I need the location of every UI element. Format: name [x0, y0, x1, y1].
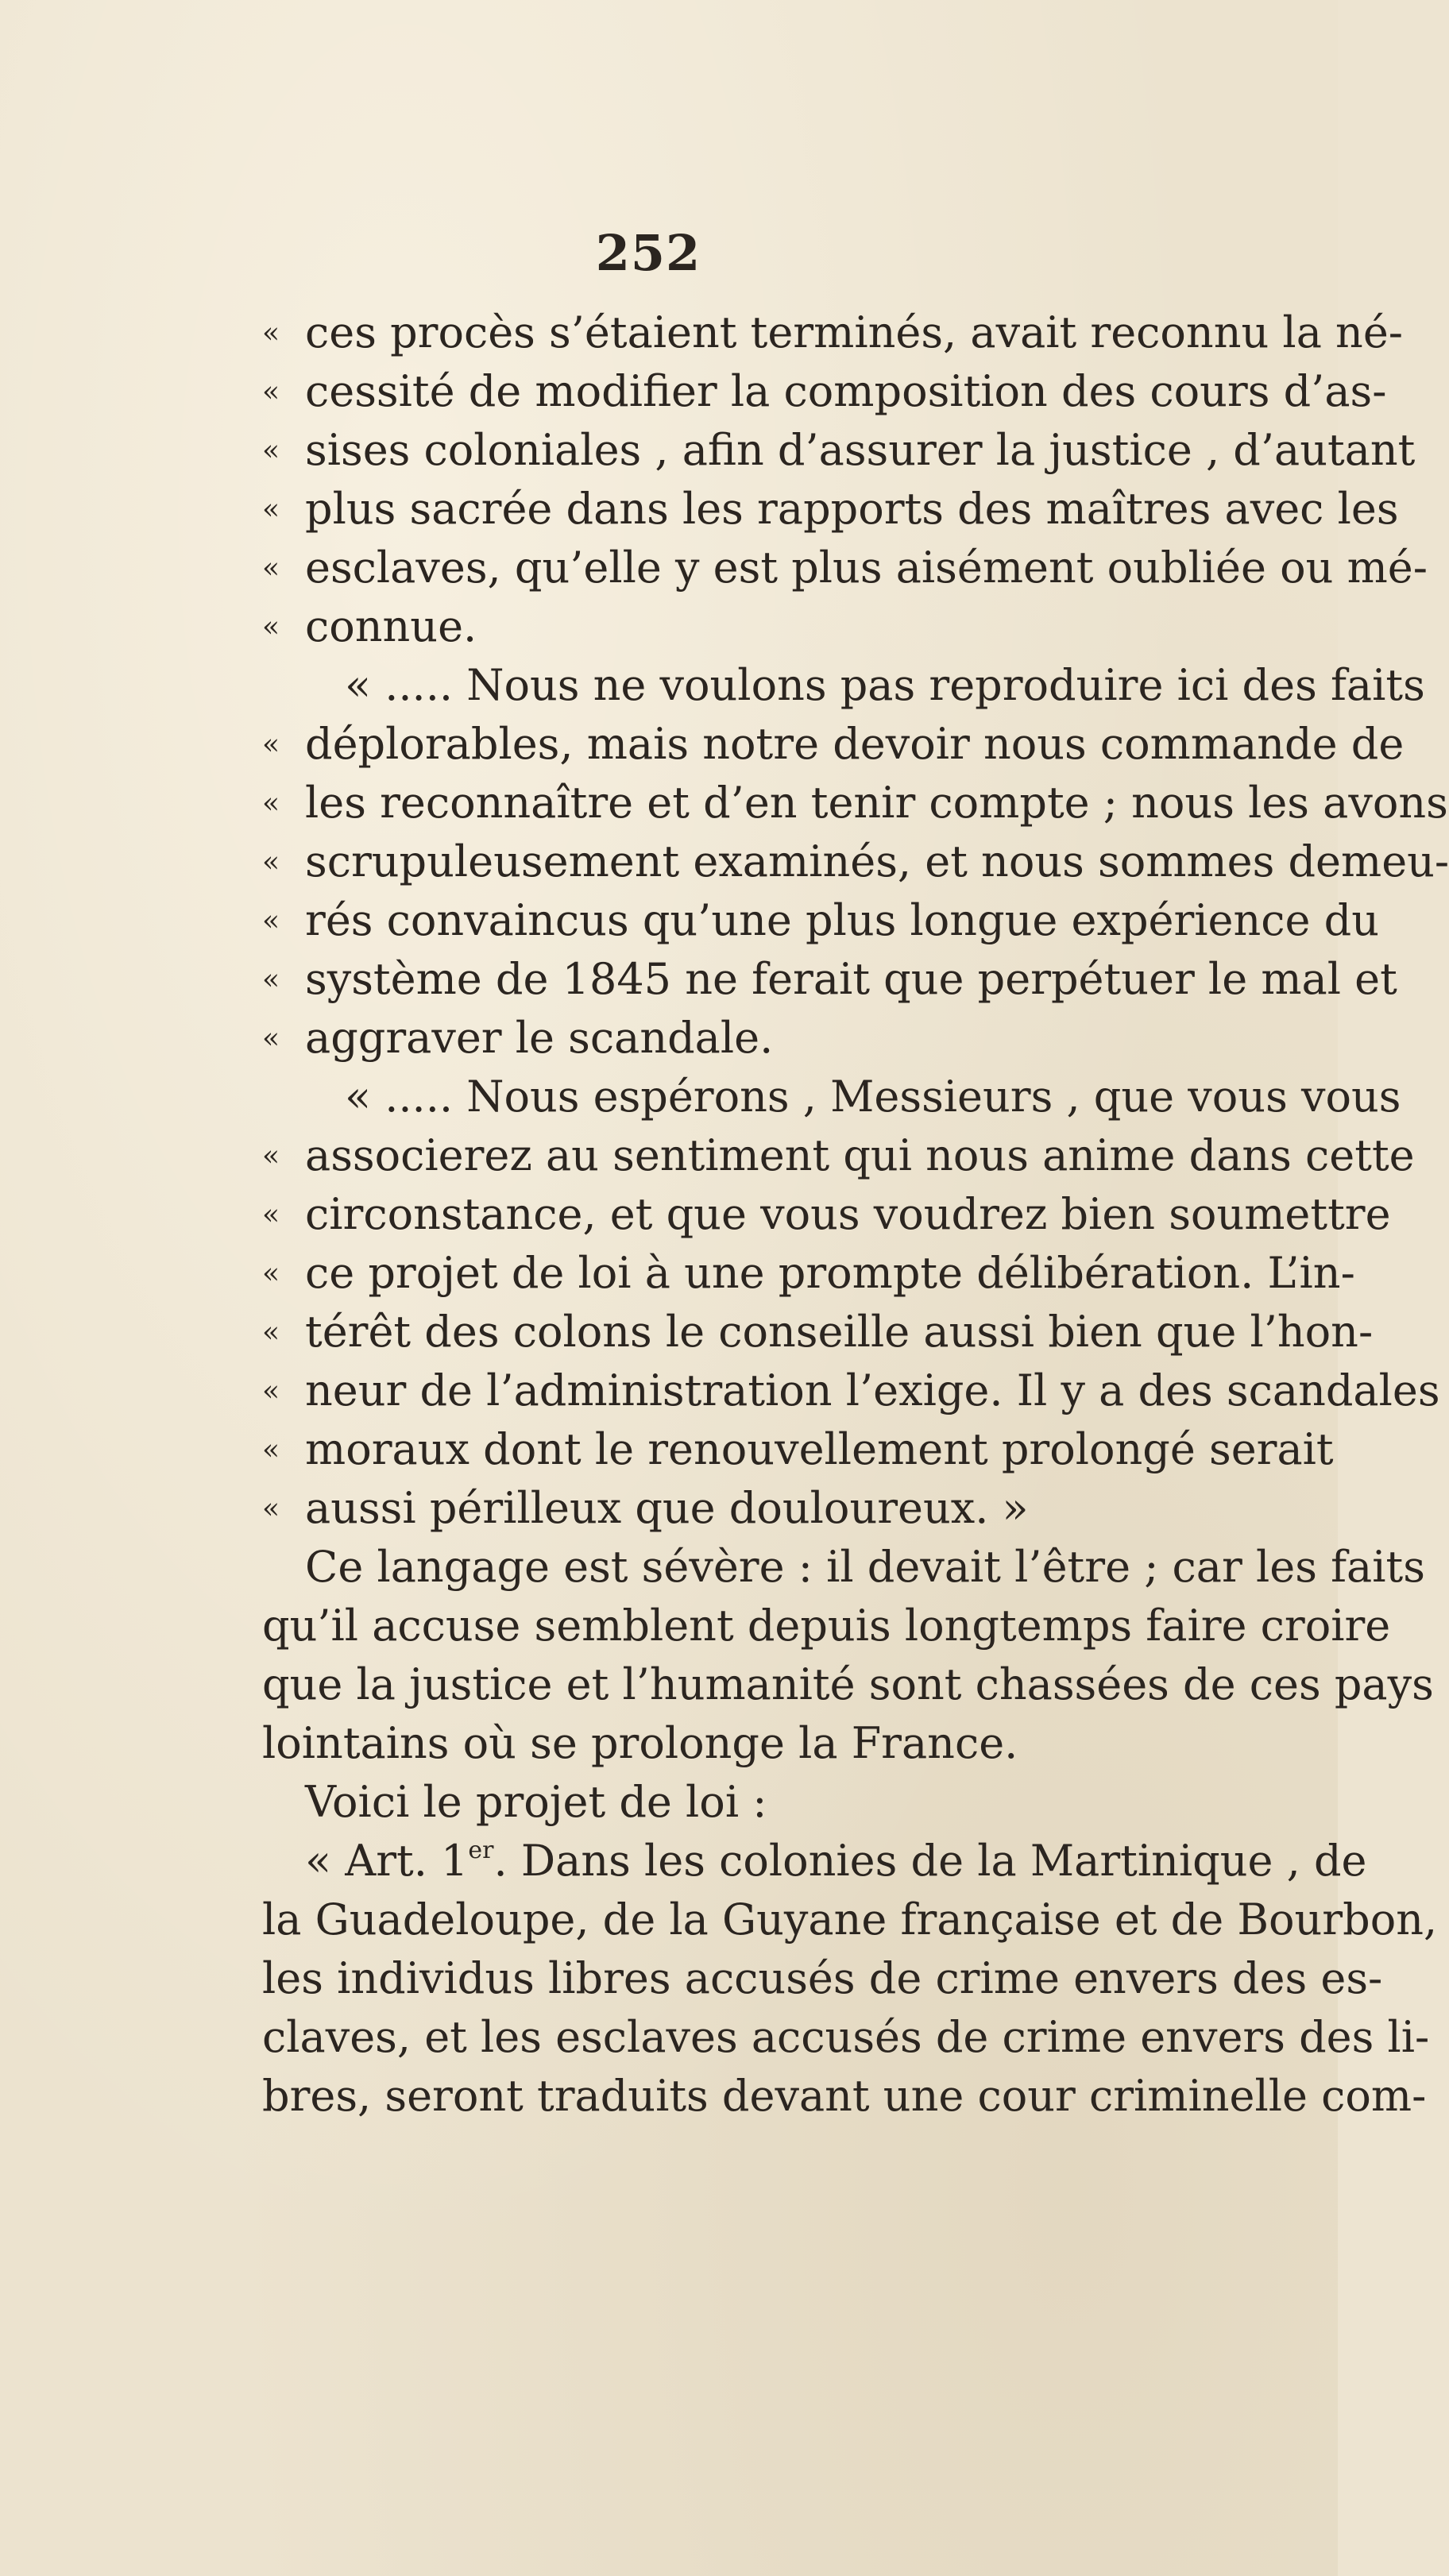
line-text: bres, seront traduits devant une cour criminelle com-: [262, 2071, 1427, 2121]
line-text: scrupuleusement examinés, et nous sommes demeu-: [305, 836, 1449, 886]
line-text: les individus libres accusés de crime envers des es-: [262, 1953, 1383, 2003]
text-line: [262, 656, 1425, 715]
line-text: ce projet de loi à une prompte délibération. L’in-: [305, 1248, 1355, 1298]
text-line: [262, 1361, 1440, 1420]
text-line: [262, 1538, 1425, 1597]
text-line: [262, 303, 1404, 362]
line-text: Voici le projet de loi :: [305, 1777, 767, 1827]
quote-mark: «: [262, 728, 280, 761]
text-line: [262, 597, 1303, 656]
quote-mark: «: [262, 1316, 280, 1349]
line-text: la Guadeloupe, de la Guyane française et de Bourbon,: [262, 1894, 1438, 1945]
quote-mark: «: [262, 611, 280, 643]
quote-mark: «: [262, 552, 280, 585]
text-line: [262, 1009, 1303, 1068]
text-line: [262, 480, 1399, 539]
text-line: [262, 715, 1405, 774]
quote-mark: «: [262, 1434, 280, 1466]
line-text: circonstance, et que vous voudrez bien soumettre: [305, 1189, 1391, 1239]
quote-mark: «: [262, 905, 280, 937]
body-text: [262, 303, 1449, 2126]
line-text: esclaves, qu’elle y est plus aisément oubliée ou mé-: [305, 543, 1428, 593]
text-line: [262, 1890, 1438, 1949]
line-text: qu’il accuse semblent depuis longtemps faire croire: [262, 1601, 1391, 1651]
text-line: [262, 539, 1428, 597]
line-text: connue.: [305, 601, 477, 651]
article-prefix: « Art. 1: [305, 1836, 469, 1886]
text-line: [262, 1714, 1303, 1773]
line-text: « ..... Nous ne voulons pas reproduire ici des faits: [345, 660, 1425, 710]
line-text: les reconnaître et d’en tenir compte ; nous les avons: [305, 778, 1448, 828]
quote-mark: «: [262, 1199, 280, 1231]
line-text: lointains où se prolonge la France.: [262, 1718, 1018, 1768]
text-line: [262, 1597, 1391, 1655]
article-first-line: [305, 1832, 1367, 1890]
text-line: [262, 1185, 1391, 1244]
text-line: [262, 1655, 1434, 1714]
line-text: claves, et les esclaves accusés de crime envers des li-: [262, 2012, 1430, 2062]
article-first-rest: . Dans les colonies de la Martinique , de: [493, 1836, 1367, 1886]
text-line: [262, 421, 1416, 480]
quote-mark: «: [262, 1375, 280, 1408]
line-text: plus sacrée dans les rapports des maîtres avec les: [305, 484, 1399, 534]
text-line: [262, 891, 1380, 950]
text-line: [262, 1068, 1401, 1126]
quote-mark: «: [262, 787, 280, 820]
line-text: neur de l’administration l’exige. Il y a des scandales: [305, 1365, 1440, 1415]
line-text: aggraver le scandale.: [305, 1013, 774, 1063]
line-text: que la justice et l’humanité sont chassées de ces pays: [262, 1659, 1434, 1709]
article-superscript: er: [468, 1836, 494, 1864]
quote-mark: «: [262, 493, 280, 526]
quote-mark: «: [262, 1140, 280, 1172]
line-text: associerez au sentiment qui nous anime dans cette: [305, 1130, 1415, 1180]
text-line: [262, 774, 1448, 832]
text-line: [262, 1244, 1355, 1303]
quote-mark: «: [262, 317, 280, 350]
quote-mark: «: [262, 964, 280, 996]
quote-mark: «: [262, 1257, 280, 1290]
quote-mark: «: [262, 1493, 280, 1525]
quote-mark: «: [262, 434, 280, 467]
text-line: [262, 1303, 1374, 1361]
line-text: Ce langage est sévère : il devait l’être ; car les faits: [305, 1542, 1425, 1592]
quote-mark: «: [262, 376, 280, 408]
text-line: [262, 1773, 1303, 1832]
line-text: térêt des colons le conseille aussi bien que l’hon-: [305, 1307, 1374, 1357]
quote-mark: «: [262, 846, 280, 879]
text-line: [262, 1832, 1367, 1890]
line-text: système de 1845 ne ferait que perpétuer le mal et: [305, 954, 1397, 1004]
page-number: 252: [595, 224, 701, 282]
quote-mark: «: [262, 1022, 280, 1055]
line-text: déplorables, mais notre devoir nous commande de: [305, 719, 1405, 769]
text-line: [262, 1479, 1303, 1538]
text-line: [262, 362, 1387, 421]
line-text: sises coloniales , afin d’assurer la justice , d’autant: [305, 425, 1416, 475]
text-line: [262, 1420, 1334, 1479]
text-line: [262, 1949, 1383, 2008]
line-text: cessité de modifier la composition des cours d’as-: [305, 366, 1387, 416]
line-text: aussi périlleux que douloureux. »: [305, 1483, 1029, 1533]
text-line: [262, 2067, 1427, 2126]
text-line: [262, 832, 1449, 891]
line-text: moraux dont le renouvellement prolongé serait: [305, 1424, 1334, 1474]
line-text: rés convaincus qu’une plus longue expérience du: [305, 895, 1380, 945]
line-text: « ..... Nous espérons , Messieurs , que vous vous: [345, 1072, 1401, 1122]
line-text: ces procès s’étaient terminés, avait reconnu la né-: [305, 307, 1404, 357]
text-line: [262, 950, 1397, 1009]
text-line: [262, 1126, 1415, 1185]
text-line: [262, 2008, 1430, 2067]
